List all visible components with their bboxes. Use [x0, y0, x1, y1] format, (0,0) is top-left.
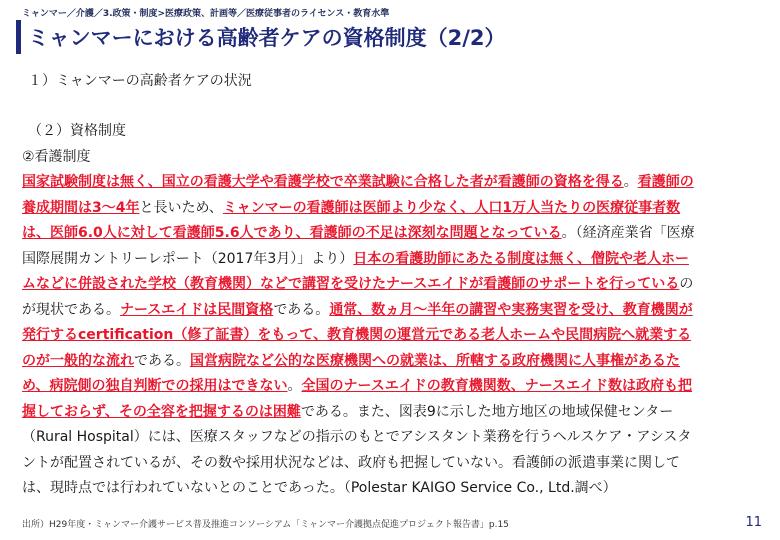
page-title: ミャンマーにおける高齢者ケアの資格制度（2/2） [28, 26, 506, 50]
body-segment: ミャンマーの看護師は医師より少なく、人口1万人当たりの医療従事者数は、医師6.0人に対して看護師5.6人であり、看護師の不足は深刻な問題となっている [22, 199, 681, 241]
body-segment: 日本の看護助師にあたる制度は無く、僧院や老人ホームなどに併設された学校（教育機関）などで講習を受けたナースエイドが看護師のサポートを行っている [22, 250, 689, 292]
body-segment: ナースエイドは民間資格 [120, 301, 274, 318]
breadcrumb: ミャンマー／介護／3.政策・制度>医療政策、計画等／医療従事者のライセンス・教育水準 [22, 9, 390, 19]
body-segment: 看護師の養成期間は3～4年 [22, 174, 694, 216]
body-segment: である。 [273, 301, 330, 318]
body-segment: 通常、数ヵ月～半年の講習や実務実習を受け、教育機関が発行するcertification（修了証書）をもって、教育機関の運営元である老人ホームや民間病院へ就業するのが一般的な流れ [22, 301, 693, 369]
body-segment: と長いため、 [139, 199, 223, 216]
body-segment: 国家試験制度は無く、国立の看護大学や看護学校で卒業試験に合格した者が看護師の資格を得る [22, 174, 624, 190]
body-segment: 。 [287, 378, 302, 394]
section-heading-1: １）ミャンマーの高齢者ケアの状況 [28, 73, 252, 89]
body-segment: のが現状である。 [22, 276, 694, 318]
body-segment: である。また、図表9に示した地方地区の地域保健センター（Rural Hospital）には、医療スタッフなどの指示のもとでアシスタント業務を行うヘルスケア・アシスタントが配置されているが、その数や採用状況などは、政府も把握していない。看護師の派遣事業に関しては、現時点では行われていないとのことであった。（Polestar KAIGO Service Co., Ltd.調べ） [22, 403, 692, 496]
body-segment: 全国のナースエイドの教育機関数、ナースエイド数は政府も把握しておらず、その全容を把握するのは困難 [22, 378, 693, 420]
body-text [22, 170, 702, 502]
body-segment: 国営病院など公的な医療機関への就業は、所轄する政府機関に人事権があるため、病院側の独自判断での採用はできない [22, 352, 680, 394]
title-accent-bar [16, 20, 21, 54]
body-segment: 。（経済産業省「医療国際展開カントリーレポート（2017年3月）」より） [22, 225, 695, 267]
section-heading-3: ②看護制度 [22, 149, 91, 165]
body-segment: 。 [623, 174, 638, 190]
body-segment: である。 [134, 352, 190, 369]
section-heading-2: （２）資格制度 [28, 123, 126, 139]
page-number: 11 [745, 515, 762, 530]
source-citation: 出所）H29年度・ミャンマー介護サービス普及推進コンソーシアム「ミャンマー介護拠点促進プロジェクト報告書」p.15 [22, 520, 509, 530]
